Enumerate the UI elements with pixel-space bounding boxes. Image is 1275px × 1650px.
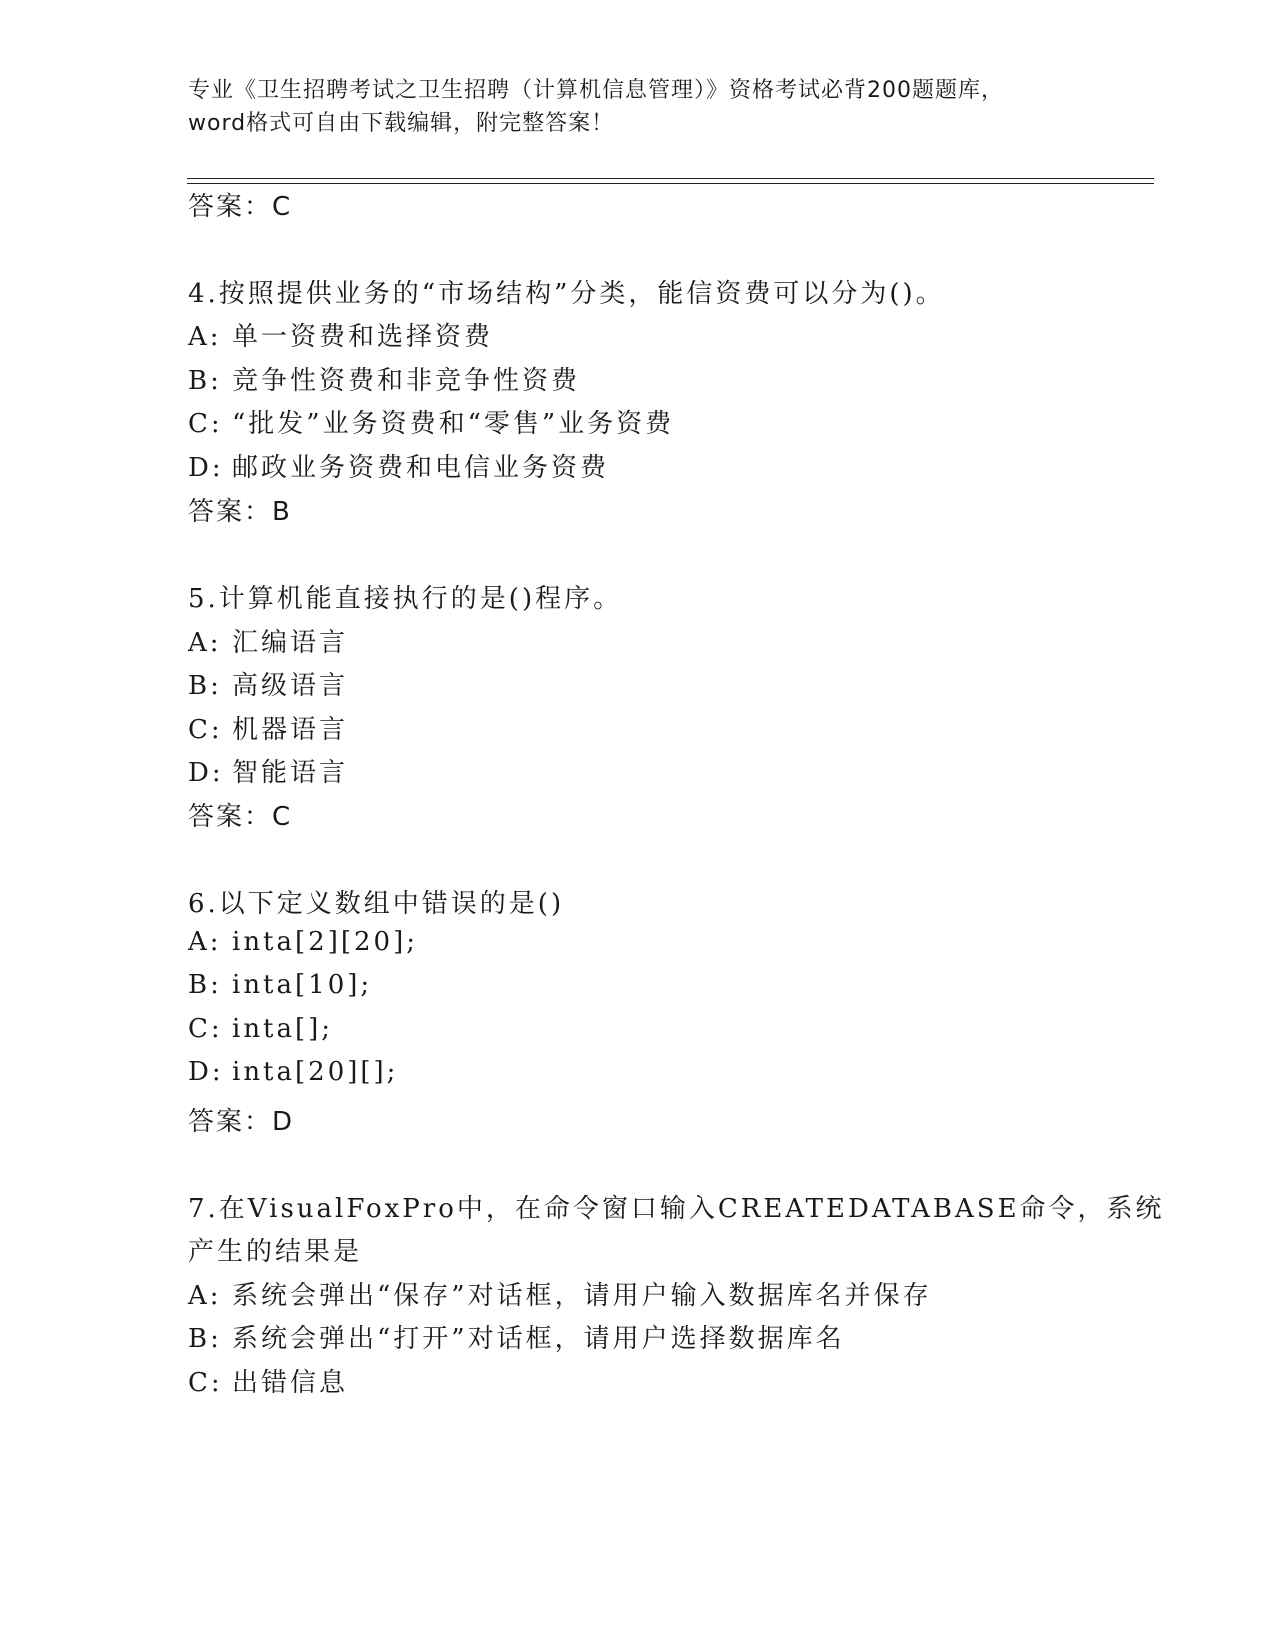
option-text: 高级语言 <box>232 671 349 701</box>
question-4-option-d <box>188 447 609 484</box>
question-4-option-a <box>188 316 493 353</box>
question-6-answer: 答案：D <box>188 1107 295 1137</box>
option-key: B: <box>188 970 222 1000</box>
option-key: C: <box>188 715 223 745</box>
option-text: 汇编语言 <box>232 628 349 658</box>
previous-question-answer: 答案：C <box>188 192 293 222</box>
option-key: B: <box>188 366 222 396</box>
question-7-stem-line-2: 产生的结果是 <box>188 1237 363 1267</box>
option-key: C: <box>188 1368 223 1398</box>
header-title-line-2: word格式可自由下载编辑，附完整答案！ <box>188 111 615 136</box>
option-key: A: <box>188 927 222 957</box>
question-7-option-b <box>188 1318 845 1355</box>
option-text: 智能语言 <box>232 758 349 788</box>
question-5-option-a <box>188 622 348 659</box>
question-5-answer: 答案：C <box>188 802 293 832</box>
option-key: B: <box>188 671 222 701</box>
option-text: inta[2][20]; <box>232 927 418 957</box>
option-key: D: <box>188 758 224 788</box>
option-key: A: <box>188 628 222 658</box>
question-7-option-a <box>188 1275 932 1312</box>
option-text: 出错信息 <box>232 1368 349 1398</box>
option-text: “批发”业务资费和“零售”业务资费 <box>232 409 675 439</box>
option-text: 单一资费和选择资费 <box>232 322 494 352</box>
question-4-option-b <box>188 360 580 397</box>
option-key: B: <box>188 1324 222 1354</box>
question-5-option-c <box>188 709 348 746</box>
header-title-line-1: 专业《卫生招聘考试之卫生招聘（计算机信息管理）》资格考试必背200题题库， <box>188 78 1004 103</box>
option-text: 机器语言 <box>232 715 349 745</box>
question-4-answer: 答案：B <box>188 497 292 527</box>
option-key: D: <box>188 1057 224 1087</box>
question-7-option-c <box>188 1362 348 1399</box>
question-5-option-d <box>188 752 348 789</box>
question-6-stem: 6.以下定义数组中错误的是() <box>188 889 565 919</box>
question-6-option-b <box>188 970 372 1000</box>
option-key: C: <box>188 409 223 439</box>
document-header <box>188 74 1088 140</box>
header-divider-top <box>187 178 1154 179</box>
question-5-option-b <box>188 665 348 702</box>
option-text: 邮政业务资费和电信业务资费 <box>232 453 610 483</box>
question-5-stem: 5.计算机能直接执行的是()程序。 <box>188 584 623 614</box>
option-text: inta[20][]; <box>232 1057 399 1087</box>
option-text: 系统会弹出“保存”对话框，请用户输入数据库名并保存 <box>232 1281 932 1311</box>
option-key: C: <box>188 1014 223 1044</box>
option-text: 竞争性资费和非竞争性资费 <box>232 366 581 396</box>
option-key: A: <box>188 1281 222 1311</box>
question-4-stem: 4.按照提供业务的“市场结构”分类，能信资费可以分为()。 <box>188 279 945 309</box>
question-6-option-c <box>188 1014 333 1044</box>
question-6-option-d <box>188 1057 398 1087</box>
question-4-option-c <box>188 403 674 440</box>
header-divider-bottom <box>187 183 1154 184</box>
question-6-option-a <box>188 927 418 957</box>
option-key: A: <box>188 322 222 352</box>
option-text: inta[]; <box>232 1014 334 1044</box>
option-key: D: <box>188 453 224 483</box>
question-7-stem-line-1: 7.在VisualFoxPro中，在命令窗口输入CREATEDATABASE命令，系统 <box>188 1194 1165 1224</box>
option-text: inta[10]; <box>232 970 373 1000</box>
option-text: 系统会弹出“打开”对话框，请用户选择数据库名 <box>232 1324 845 1354</box>
